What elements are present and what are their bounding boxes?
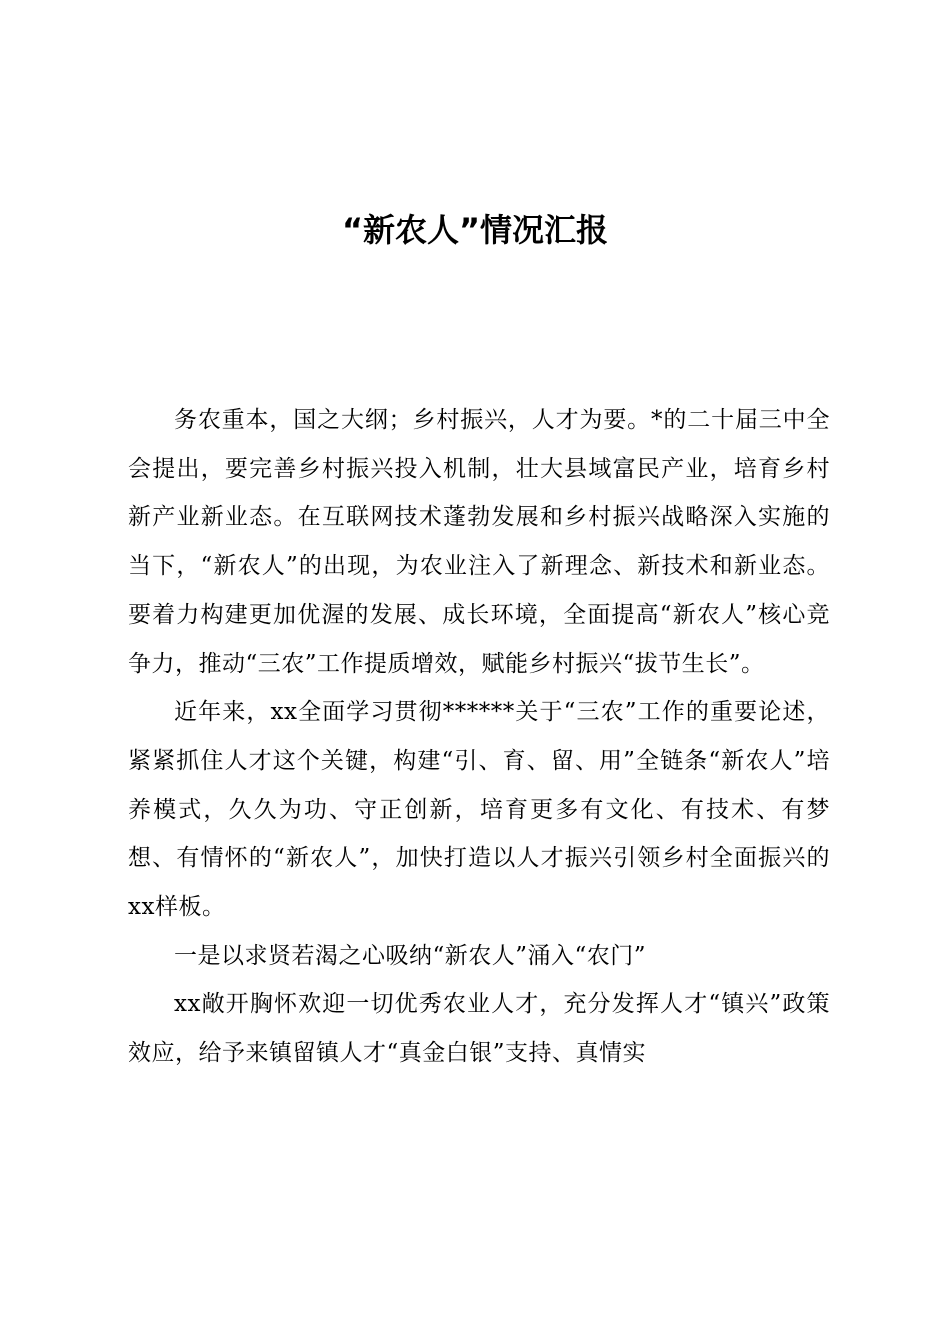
document-title: “新农人”情况汇报 (341, 211, 609, 249)
paragraph-attract-talent: xx敞开胸怀欢迎一切优秀农业人才，充分发挥人才“镇兴”政策效应，给予来镇留镇人才“真金白银”支持、真情实 (128, 991, 830, 1067)
section-heading-one: 一是以求贤若渴之心吸纳“新农人”涌入“农门” (174, 942, 647, 969)
paragraph-recent-years: 近年来，xx全面学习贯彻******关于“三农”工作的重要论述，紧紧抓住人才这个关键，构建“引、育、留、用”全链条“新农人”培养模式，久久为功、守正创新，培育更多有文化、有技术、有梦想、有情怀的“新农人”，加快打造以人才振兴引领乡村全面振兴的xx样板。 (128, 699, 830, 921)
document-body (128, 396, 830, 1078)
paragraph-intro: 务农重本，国之大纲；乡村振兴，人才为要。*的二十届三中全会提出，要完善乡村振兴投入机制，壮大县域富民产业，培育乡村新产业新业态。在互联网技术蓬勃发展和乡村振兴战略深入实施的当下，“新农人”的出现，为农业注入了新理念、新技术和新业态。要着力构建更加优渥的发展、成长环境，全面提高“新农人”核心竞争力，推动“三农”工作提质增效，赋能乡村振兴“拔节生长”。 (128, 407, 830, 677)
